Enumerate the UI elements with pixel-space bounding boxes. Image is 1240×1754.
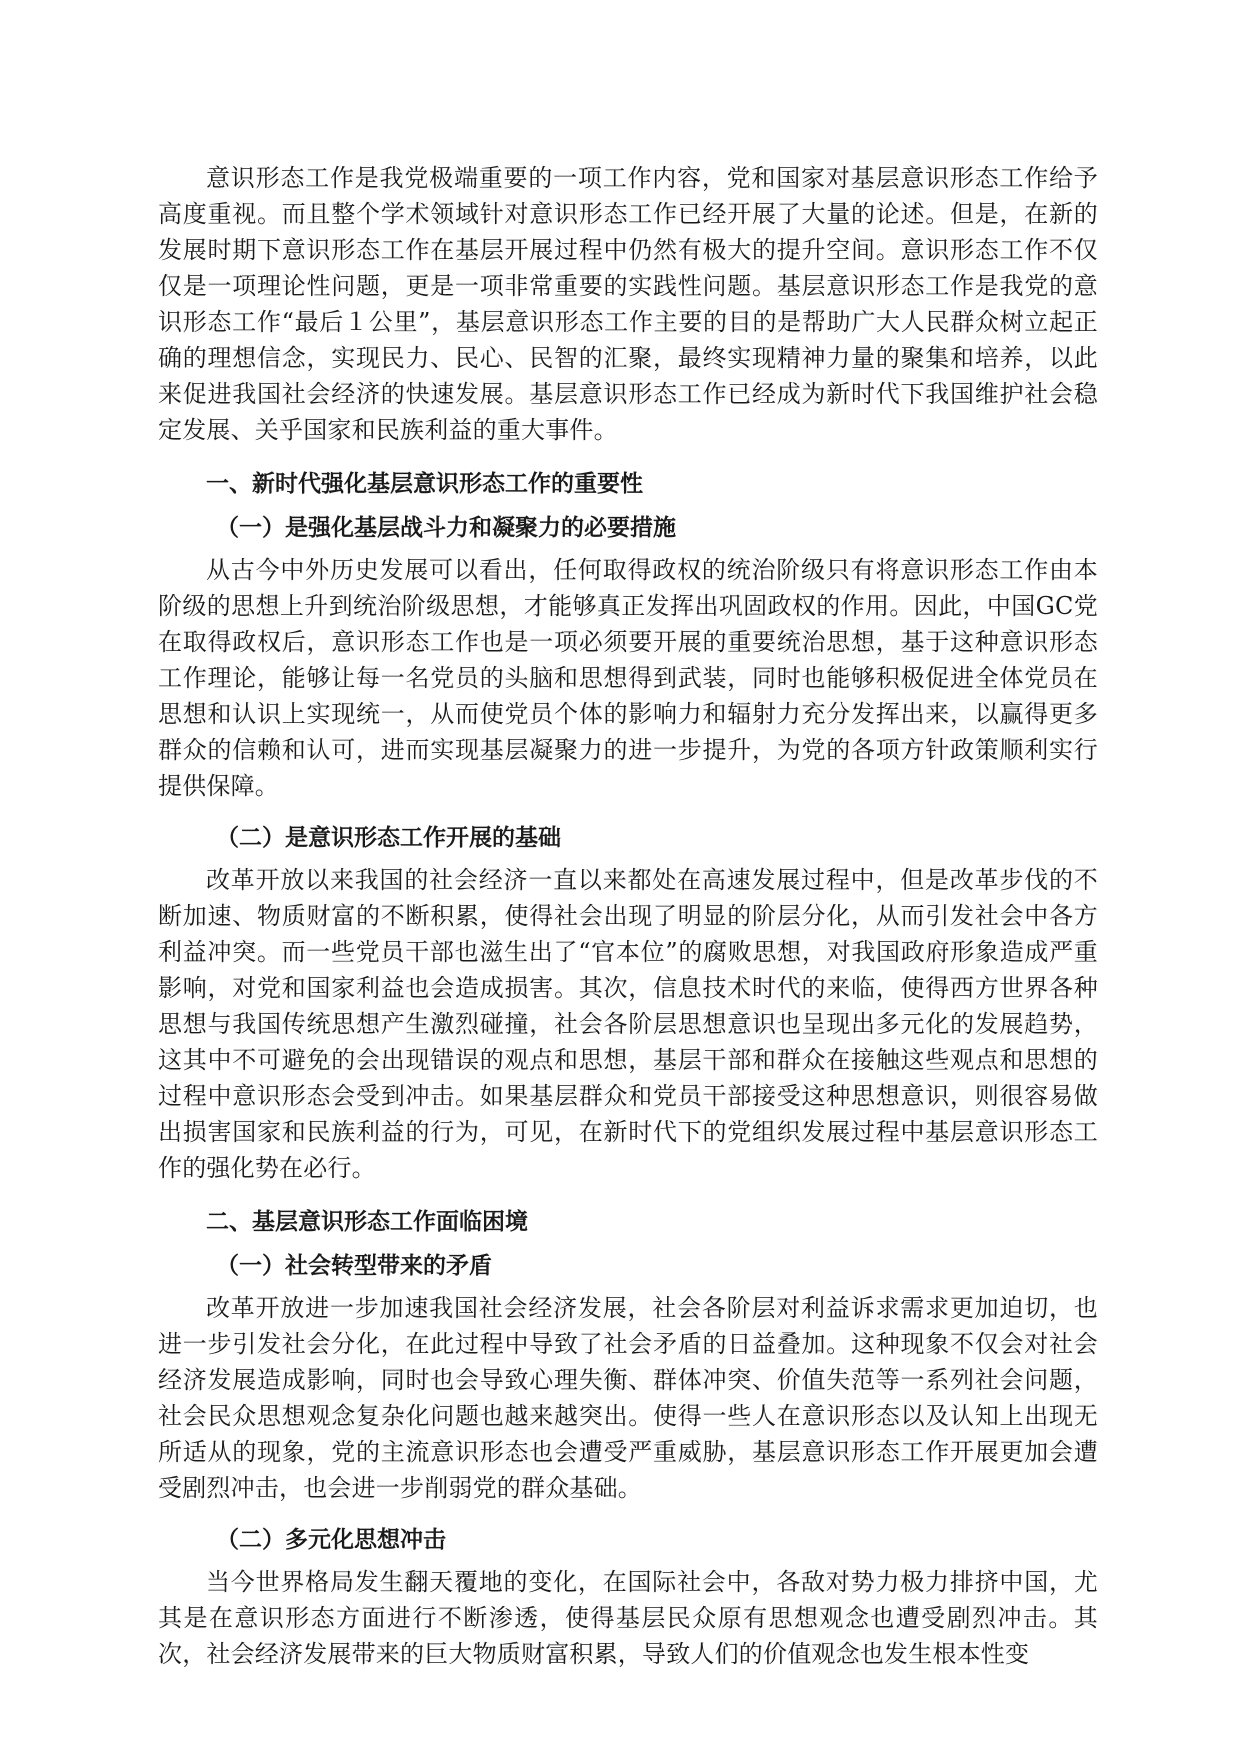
- document-body: [158, 160, 1098, 1672]
- section-1-1-paragraph: 从古今中外历史发展可以看出，任何取得政权的统治阶级只有将意识形态工作由本阶级的思想上升到统治阶级思想，才能够真正发挥出巩固政权的作用。因此，中国GC党在取得政权后，意识形态工作也是一项必须要开展的重要统治思想，基于这种意识形态工作理论，能够让每一名党员的头脑和思想得到武装，同时也能够积极促进全体党员在思想和认识上实现统一，从而使党员个体的影响力和辐射力充分发挥出来，以赢得更多群众的信赖和认可，进而实现基层凝聚力的进一步提升，为党的各项方针政策顺利实行提供保障。: [158, 556, 1098, 800]
- spacer: [158, 1186, 1098, 1194]
- spacer: [158, 804, 1098, 812]
- section-2-2-heading: （二）多元化思想冲击: [216, 1527, 446, 1553]
- section-1-heading: 一、新时代强化基层意识形态工作的重要性: [206, 471, 643, 497]
- section-2-1-heading: （一）社会转型带来的矛盾: [216, 1253, 492, 1279]
- spacer: [158, 1506, 1098, 1514]
- section-2-1-paragraph: 改革开放进一步加速我国社会经济发展，社会各阶层对利益诉求需求更加迫切，也进一步引发社会分化，在此过程中导致了社会矛盾的日益叠加。这种现象不仅会对社会经济发展造成影响，同时也会导致心理失衡、群体冲突、价值失范等一系列社会问题，社会民众思想观念复杂化问题也越来越突出。使得一些人在意识形态以及认知上出现无所适从的现象，党的主流意识形态也会遭受严重威胁，基层意识形态工作开展更加会遭受剧烈冲击，也会进一步削弱党的群众基础。: [158, 1294, 1098, 1502]
- spacer: [158, 448, 1098, 456]
- section-2-heading: 二、基层意识形态工作面临困境: [206, 1209, 528, 1235]
- section-1-1-heading: （一）是强化基层战斗力和凝聚力的必要措施: [216, 515, 676, 541]
- intro-paragraph: 意识形态工作是我党极端重要的一项工作内容，党和国家对基层意识形态工作给予高度重视。而且整个学术领域针对意识形态工作已经开展了大量的论述。但是，在新的发展时期下意识形态工作在基层开展过程中仍然有极大的提升空间。意识形态工作不仅仅是一项理论性问题，更是一项非常重要的实践性问题。基层意识形态工作是我党的意识形态工作“最后１公里”，基层意识形态工作主要的目的是帮助广大人民群众树立起正确的理想信念，实现民力、民心、民智的汇聚，最终实现精神力量的聚集和培养，以此来促进我国社会经济的快速发展。基层意识形态工作已经成为新时代下我国维护社会稳定发展、关乎国家和民族利益的重大事件。: [158, 164, 1098, 444]
- section-1-2-heading: （二）是意识形态工作开展的基础: [216, 825, 561, 851]
- section-2-2-paragraph: 当今世界格局发生翻天覆地的变化，在国际社会中，各敌对势力极力排挤中国，尤其是在意识形态方面进行不断渗透，使得基层民众原有思想观念也遭受剧烈冲击。其次，社会经济发展带来的巨大物质财富积累，导致人们的价值观念也发生根本性变: [158, 1568, 1098, 1668]
- section-1-2-paragraph: 改革开放以来我国的社会经济一直以来都处在高速发展过程中，但是改革步伐的不断加速、物质财富的不断积累，使得社会出现了明显的阶层分化，从而引发社会中各方利益冲突。而一些党员干部也滋生出了“官本位”的腐败思想，对我国政府形象造成严重影响，对党和国家利益也会造成损害。其次，信息技术时代的来临，使得西方世界各种思想与我国传统思想产生激烈碰撞，社会各阶层思想意识也呈现出多元化的发展趋势，这其中不可避免的会出现错误的观点和思想，基层干部和群众在接触这些观点和思想的过程中意识形态会受到冲击。如果基层群众和党员干部接受这种思想意识，则很容易做出损害国家和民族利益的行为，可见，在新时代下的党组织发展过程中基层意识形态工作的强化势在必行。: [158, 866, 1098, 1182]
